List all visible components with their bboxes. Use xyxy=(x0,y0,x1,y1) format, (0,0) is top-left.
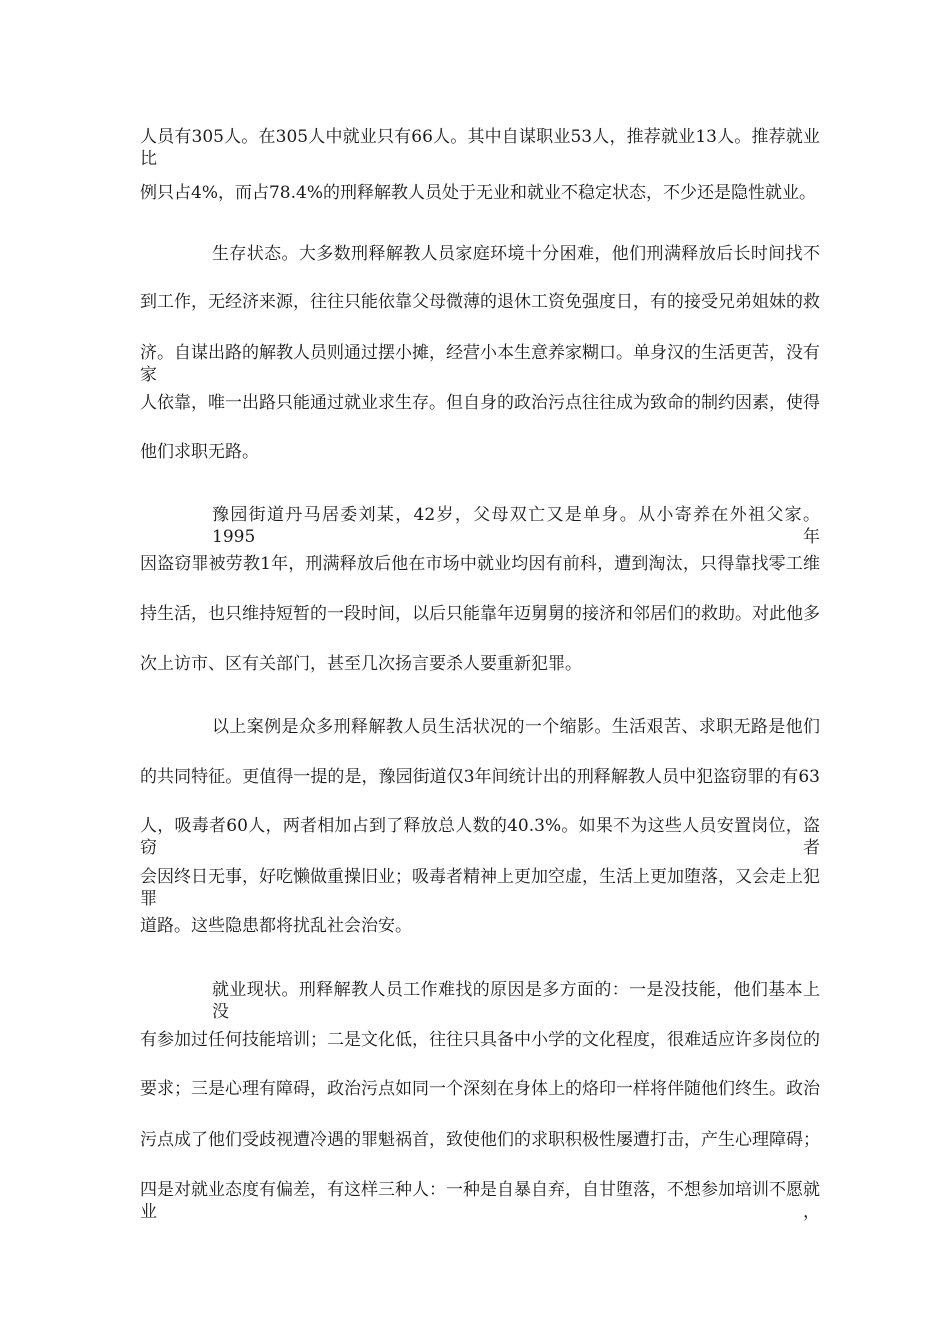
paragraph-5-line-2: 有参加过任何技能培训；二是文化低，往往只具备中小学的文化程度，很难适应许多岗位的 xyxy=(140,1030,820,1050)
paragraph-3-line-1: 豫园街道丹马居委刘某，42岁，父母双亡又是单身。从小寄养在外祖父家。1995年 xyxy=(212,505,820,547)
paragraph-4-line-3: 人，吸毒者60人，两者相加占到了释放总人数的40.3%。如果不为这些人员安置岗位，盗窃者 xyxy=(140,816,820,858)
paragraph-2-line-3: 济。自谋出路的解教人员则通过摆小摊，经营小本生意养家糊口。单身汉的生活更苦，没有家 xyxy=(140,343,820,385)
paragraph-4-line-1: 以上案例是众多刑释解教人员生活状况的一个缩影。生活艰苦、求职无路是他们 xyxy=(212,717,820,737)
paragraph-4-line-4: 会因终日无事，好吃懒做重操旧业；吸毒者精神上更加空虚，生活上更加堕落，又会走上犯罪 xyxy=(140,867,820,909)
paragraph-4-line-5: 道路。这些隐患都将扰乱社会治安。 xyxy=(140,916,412,936)
paragraph-5-line-4: 污点成了他们受歧视遭冷遇的罪魁祸首，致使他们的求职积极性屡遭打击，产生心理障碍； xyxy=(140,1130,820,1150)
paragraph-1-line-2: 例只占4%，而占78.4%的刑释解教人员处于无业和就业不稳定状态，不少还是隐性就业。 xyxy=(140,183,816,203)
paragraph-3-line-4: 次上访市、区有关部门，甚至几次扬言要杀人要重新犯罪。 xyxy=(140,654,582,674)
paragraph-2-line-5: 他们求职无路。 xyxy=(140,442,259,462)
paragraph-3-line-2: 因盗窃罪被劳教1年，刑满释放后他在市场中就业均因有前科，遭到淘汰，只得靠找零工维 xyxy=(140,554,820,574)
paragraph-3-line-3: 持生活，也只维持短暂的一段时间，以后只能靠年迈舅舅的接济和邻居们的救助。对此他多 xyxy=(140,604,820,624)
paragraph-4-line-2: 的共同特征。更值得一提的是，豫园街道仅3年间统计出的刑释解教人员中犯盗窃罪的有63 xyxy=(140,767,820,787)
paragraph-2-line-4: 人依靠，唯一出路只能通过就业求生存。但自身的政治污点往往成为致命的制约因素，使得 xyxy=(140,393,820,413)
paragraph-5-line-3: 要求；三是心理有障碍，政治污点如同一个深刻在身体上的烙印一样将伴随他们终生。政治 xyxy=(140,1079,820,1099)
paragraph-2-line-1: 生存状态。大多数刑释解教人员家庭环境十分困难，他们刑满释放后长时间找不 xyxy=(212,244,820,264)
paragraph-5-line-1: 就业现状。刑释解教人员工作难找的原因是多方面的：一是没技能，他们基本上没 xyxy=(212,980,820,1022)
paragraph-2-line-2: 到工作，无经济来源，往往只能依靠父母微薄的退休工资免强度日，有的接受兄弟姐妹的救 xyxy=(140,292,820,312)
paragraph-1-line-1: 人员有305人。在305人中就业只有66人。其中自谋职业53人，推荐就业13人。推荐就业比 xyxy=(140,127,820,169)
paragraph-5-line-5: 四是对就业态度有偏差，有这样三种人：一种是自暴自弃，自甘堕落，不想参加培训不愿就业， xyxy=(140,1180,820,1222)
